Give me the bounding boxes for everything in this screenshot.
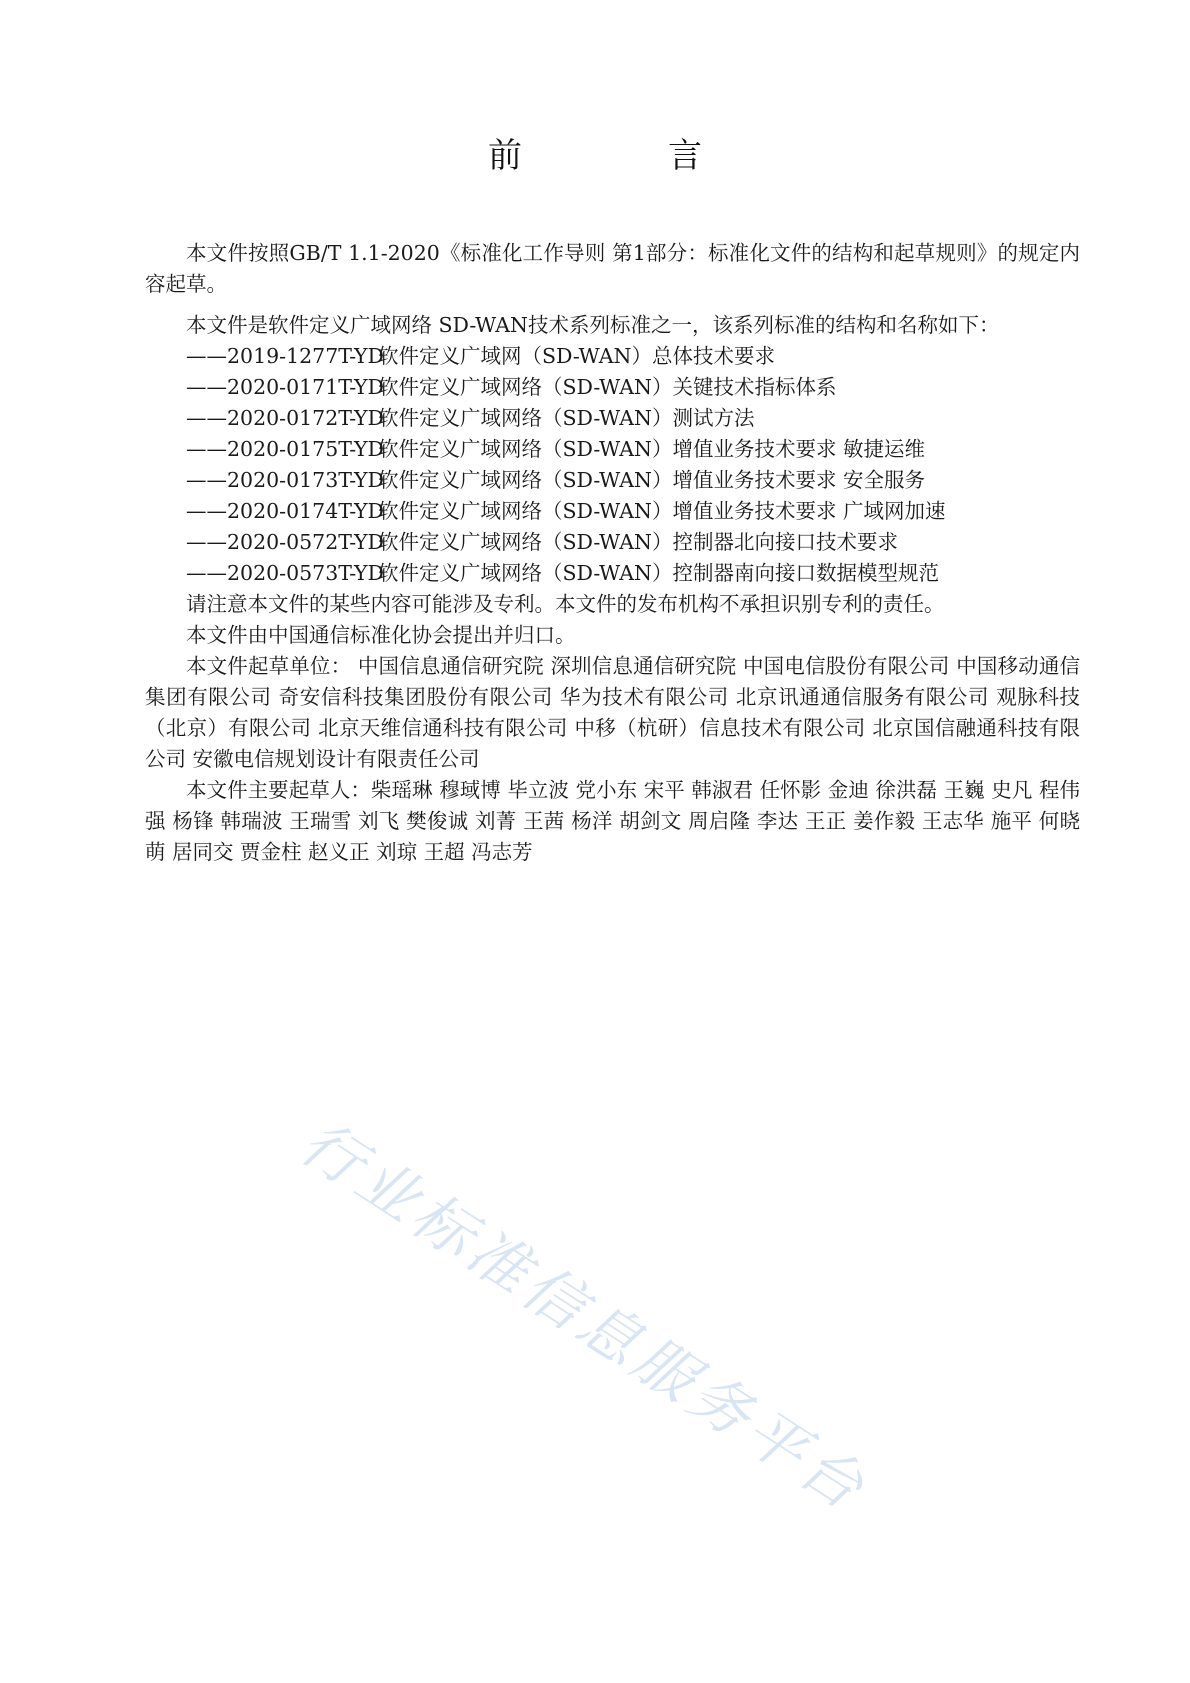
series-item-code: ——2020-0172T-YD — [186, 406, 384, 430]
series-list — [145, 341, 1080, 589]
paragraph-gap — [145, 300, 1080, 310]
paragraph-series-intro: 本文件是软件定义广域网络 SD-WAN技术系列标准之一，该系列标准的结构和名称如下： — [186, 313, 1000, 337]
series-item-code: ——2020-0171T-YD — [186, 375, 384, 399]
series-item — [145, 496, 1080, 527]
series-item — [145, 527, 1080, 558]
series-item-code: ——2020-0573T-YD — [186, 561, 384, 585]
paragraph-proposer: 本文件由中国通信标准化协会提出并归口。 — [186, 623, 576, 647]
series-item-name: 软件定义广域网（SD-WAN）总体技术要求 — [378, 344, 775, 368]
series-item-name: 软件定义广域网络（SD-WAN）测试方法 — [378, 406, 755, 430]
series-item-code: ——2020-0173T-YD — [186, 468, 384, 492]
page-title: 前 言 — [488, 136, 758, 176]
series-item-code: ——2020-0572T-YD — [186, 530, 384, 554]
series-item — [145, 434, 1080, 465]
series-item-name: 软件定义广域网络（SD-WAN）关键技术指标体系 — [378, 375, 837, 399]
series-item-name: 软件定义广域网络（SD-WAN）控制器南向接口数据模型规范 — [378, 561, 939, 585]
series-item-code: ——2020-0174T-YD — [186, 499, 384, 523]
foreword-body — [145, 238, 1080, 868]
paragraph-drafting-rules: 本文件按照GB/T 1.1-2020《标准化工作导则 第1部分：标准化文件的结构和起草规则》的规定内容起草。 — [145, 241, 1080, 296]
paragraph-patent-notice: 请注意本文件的某些内容可能涉及专利。本文件的发布机构不承担识别专利的责任。 — [186, 592, 945, 616]
series-item-name: 软件定义广域网络（SD-WAN）增值业务技术要求 安全服务 — [378, 468, 925, 492]
series-item — [145, 465, 1080, 496]
series-item-code: ——2019-1277T-YD — [186, 344, 384, 368]
series-item — [145, 341, 1080, 372]
series-item-code: ——2020-0175T-YD — [186, 437, 384, 461]
series-item-name: 软件定义广域网络（SD-WAN）增值业务技术要求 敏捷运维 — [378, 437, 925, 461]
paragraph-drafters: 本文件主要起草人：柴瑶琳 穆琙博 毕立波 党小东 宋平 韩淑君 任怀影 金迪 徐洪磊 王巍 史凡 程伟强 杨锋 韩瑞波 王瑞雪 刘飞 樊俊诚 刘菁 王茜 杨洋 胡剑文 周启隆 李达 王正 姜作毅 王志华 施平 何晓萌 居同交 贾金柱 赵义正 刘琼 王超 冯志芳 — [145, 778, 1080, 864]
series-item-name: 软件定义广域网络（SD-WAN）增值业务技术要求 广域网加速 — [378, 499, 946, 523]
paragraph-drafting-units: 本文件起草单位： 中国信息通信研究院 深圳信息通信研究院 中国电信股份有限公司 中国移动通信集团有限公司 奇安信科技集团股份有限公司 华为技术有限公司 北京讯通通信服务有限公司 观脉科技（北京）有限公司 北京天维信通科技有限公司 中移（杭研）信息技术有限公司 北京国信融通科技有限公司 安徽电信规划设计有限责任公司 — [145, 654, 1080, 771]
series-item — [145, 558, 1080, 589]
watermark-text: 行业标准信息服务平台 — [288, 1107, 880, 1527]
series-item-name: 软件定义广域网络（SD-WAN）控制器北向接口技术要求 — [378, 530, 898, 554]
series-item — [145, 403, 1080, 434]
series-item — [145, 372, 1080, 403]
